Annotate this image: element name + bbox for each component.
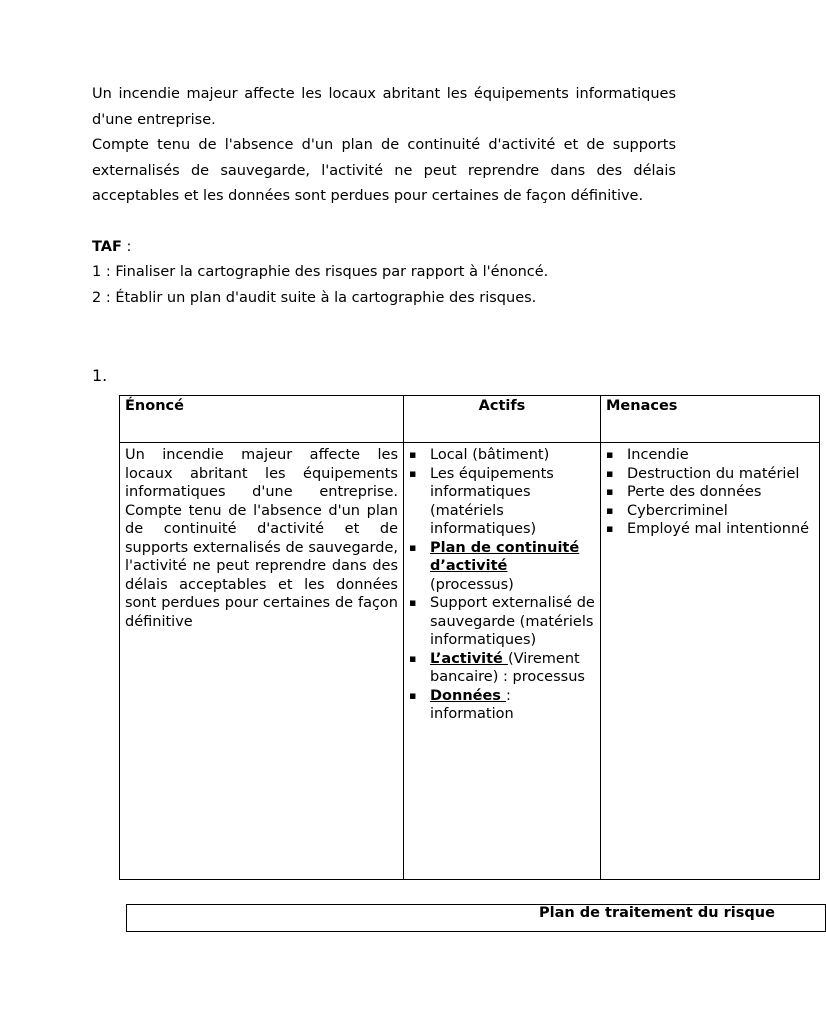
header-enonce: Énoncé	[120, 396, 404, 443]
plan-table-header	[126, 904, 826, 932]
cell-enonce	[120, 443, 404, 880]
cell-menaces	[601, 443, 820, 880]
list-item	[409, 687, 595, 724]
list-item	[409, 650, 595, 687]
actif-donnees-label: Données	[430, 687, 506, 704]
actifs-list	[409, 446, 595, 724]
taf-item-2: 2 : Établir un plan d'audit suite à la cartographie des risques.	[92, 289, 537, 306]
enonce-text: Un incendie majeur affecte les locaux abritant les équipements informatiques d'une entreprise. Compte tenu de l'absence d'un plan de continuité d'activité et de supports externalisés de sauvegarde, l'activité ne peut reprendre dans des délais acceptables et les données sont perdues pour certaines de façon définitive	[125, 447, 398, 630]
intro-text	[92, 82, 676, 311]
intro-paragraph-2: Compte tenu de l'absence d'un plan de continuité d'activité et de supports externalisés de sauvegarde, l'activité ne peut reprendre dans des délais acceptables et les données sont perdues pour certaines de façon définitive.	[92, 137, 676, 204]
header-menaces: Menaces	[601, 396, 820, 443]
intro-paragraph-1: Un incendie majeur affecte les locaux abritant les équipements informatiques d'une entreprise.	[92, 86, 676, 128]
list-item: ▪ Perte des données	[606, 483, 814, 502]
list-item: ▪ Les équipements informatiques (matériels informatiques)	[409, 465, 595, 539]
actif-plan-label: Plan de continuité d’activité	[430, 539, 580, 574]
plan-title: Plan de traitement du risque	[539, 905, 775, 921]
list-item: ▪ Cybercriminel	[606, 502, 814, 521]
table-header-row	[120, 396, 820, 443]
header-actifs: Actifs	[404, 396, 601, 443]
actif-donnees-type: : information	[430, 687, 514, 722]
list-item: ▪ Employé mal intentionné	[606, 520, 814, 539]
list-item: ▪ Destruction du matériel	[606, 465, 814, 484]
taf-colon: :	[121, 238, 132, 255]
actif-activite-type: (Virement bancaire) : processus	[430, 650, 585, 685]
actif-activite-label: L’activité	[430, 650, 508, 667]
list-item: ▪ Support externalisé de sauvegarde (matériels informatiques)	[409, 594, 595, 650]
list-item: ▪ Incendie	[606, 446, 814, 465]
risk-mapping-table	[119, 395, 820, 880]
section-number: 1.	[92, 366, 108, 385]
taf-label: TAF	[92, 238, 122, 255]
list-item	[409, 539, 595, 595]
taf-item-1: 1 : Finaliser la cartographie des risques par rapport à l'énoncé.	[92, 264, 549, 280]
list-item: ▪ Local (bâtiment)	[409, 446, 595, 465]
cell-actifs	[404, 443, 601, 880]
table-row	[120, 443, 820, 880]
menaces-list	[606, 446, 814, 539]
taf-heading	[92, 235, 676, 261]
actif-plan-type: (processus)	[430, 576, 514, 593]
